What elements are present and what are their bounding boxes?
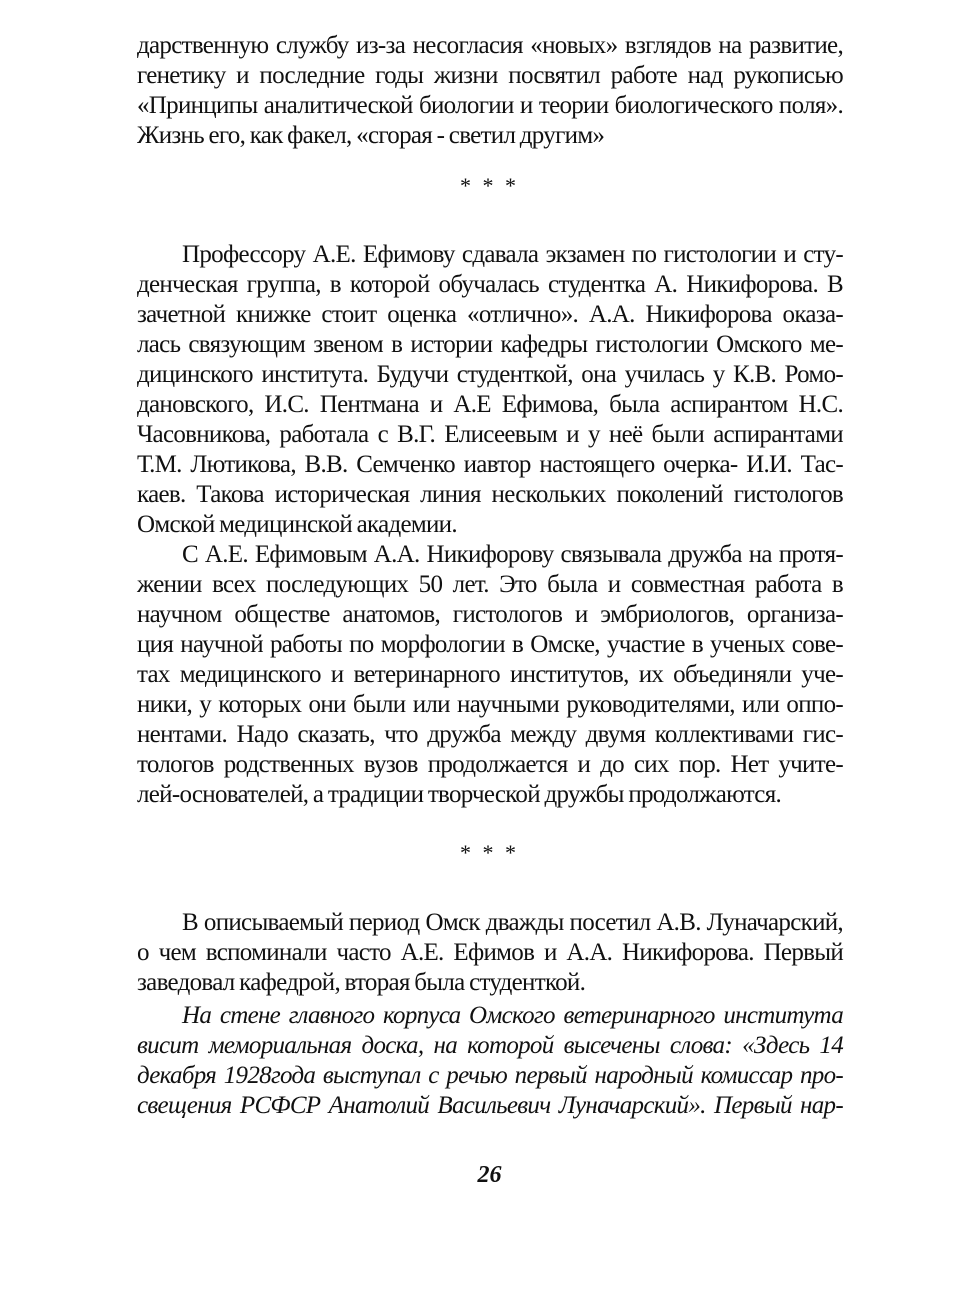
page-number: 26	[477, 1162, 502, 1188]
text-line: заведовал кафедрой, вторая была студенткой.	[137, 969, 586, 996]
text-line: каев. Такова историческая линия нескольких поколений гистологов	[137, 481, 843, 508]
text-line: жении всех последующих 50 лет. Это была и совместная работа в	[137, 571, 843, 598]
text-line-italic: свещения РСФСР Анатолий Васильевич Луначарский». Первый нар-	[137, 1092, 843, 1119]
text-line: научном обществе анатомов, гистологов и эмбриологов, организа-	[137, 601, 843, 628]
text-line: о чем вспоминали часто А.Е. Ефимов и А.А. Никифорова. Первый	[137, 939, 843, 966]
section-separator: * * *	[460, 840, 519, 865]
text-line: зачетной книжке стоит оценка «отлично». А.А. Никифорова оказа-	[137, 301, 843, 328]
text-line: дановского, И.С. Пентмана и А.Е Ефимова, была аспирантом Н.С.	[137, 391, 843, 418]
text-line-italic: висит мемориальная доска, на которой высечены слова: «Здесь 14	[137, 1032, 843, 1059]
text-line: тах медицинского и ветеринарного институтов, их объединяли уче-	[137, 661, 843, 688]
text-line: тологов родственных вузов продолжается и до сих пор. Нет учите-	[137, 751, 843, 778]
text-line: нентами. Надо сказать, что дружба между двумя коллективами гис-	[137, 721, 843, 748]
text-line: Часовникова, работала с В.Г. Елисеевым и у неё были аспирантами	[137, 421, 843, 448]
text-line: Профессору А.Е. Ефимову сдавала экзамен по гистологии и сту-	[182, 241, 843, 268]
text-line: денческая группа, в которой обучалась студентка А. Никифорова. В	[137, 271, 843, 298]
text-line: В описываемый период Омск дважды посетил А.В. Луначарский,	[182, 909, 843, 936]
text-line: дицинского института. Будучи студенткой, она училась у К.В. Ромо-	[137, 361, 843, 388]
text-line: Жизнь его, как факел, «сгорая - светил другим»	[137, 122, 605, 149]
text-line-italic: декабря 1928года выступал с речью первый народный комиссар про-	[137, 1062, 843, 1089]
text-line: лась связующим звеном в истории кафедры гистологии Омского ме-	[137, 331, 843, 358]
text-line: Т.М. Лютикова, В.В. Семченко иавтор настоящего очерка- И.И. Тас-	[137, 451, 843, 478]
text-line-italic: На стене главного корпуса Омского ветеринарного института	[182, 1002, 843, 1029]
text-line: «Принципы аналитической биологии и теории биологического поля».	[137, 92, 843, 119]
text-line: ция научной работы по морфологии в Омске, участие в ученых сове-	[137, 631, 843, 658]
text-line: генетику и последние годы жизни посвятил работе над рукописью	[137, 62, 843, 89]
text-line: С А.Е. Ефимовым А.А. Никифорову связывала дружба на протя-	[182, 541, 843, 568]
section-separator: * * *	[460, 173, 519, 198]
text-line: дарственную службу из-за несогласия «новых» взглядов на развитие,	[137, 32, 843, 59]
text-line: ники, у которых они были или научными руководителями, или оппо-	[137, 691, 843, 718]
text-line: Омской медицинской академии.	[137, 511, 457, 538]
text-line: лей-основателей, а традиции творческой дружбы продолжаются.	[137, 781, 782, 808]
